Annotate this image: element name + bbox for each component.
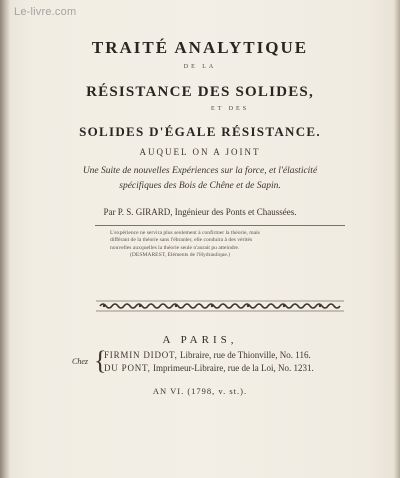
imprint-date: AN VI. (1798, v. st.). xyxy=(152,386,248,396)
publisher-1-address: Libraire, rue de Thionville, No. 116. xyxy=(179,350,311,360)
imprint-chez: Chez xyxy=(72,357,88,366)
epigraph-line: différant de la théorie sans l'ébranler, elle conduira à des vérités xyxy=(110,237,253,244)
subtitle-line-1: Une Suite de nouvelles Expériences sur la force, et l'élasticité xyxy=(82,166,318,176)
title-connector-de-la: DE LA xyxy=(183,64,217,70)
publisher-1-name: FIRMIN DIDOT, xyxy=(104,350,178,360)
title-subject-1: RÉSISTANCE DES SOLIDES, xyxy=(86,84,314,100)
publisher-2 xyxy=(104,363,314,373)
book-spine-edge xyxy=(0,0,10,478)
page-right-edge xyxy=(394,0,400,478)
author-line: Par P. S. GIRARD, Ingénieur des Ponts et Chaussées. xyxy=(103,207,297,217)
watermark-text: Le-livre.com xyxy=(14,6,77,18)
publisher-2-address: Imprimeur-Libraire, rue de la Loi, No. 1231. xyxy=(152,363,314,373)
publisher-1 xyxy=(104,350,311,360)
epigraph-line: L'expérience ne servira plus seulement à confirmer la théorie, mais xyxy=(110,230,260,236)
epigraph-rule xyxy=(95,225,345,226)
epigraph xyxy=(110,230,335,259)
title-connector-et-des: ET DES xyxy=(210,106,250,112)
title-auquel: AUQUEL ON A JOINT xyxy=(139,147,261,157)
title-main: TRAITÉ ANALYTIQUE xyxy=(91,38,309,57)
subtitle-line-2: spécifiques des Bois de Chêne et de Sapin. xyxy=(119,181,281,191)
title-subject-2: SOLIDES D'ÉGALE RÉSISTANCE. xyxy=(79,124,321,139)
imprint-brace: { xyxy=(94,346,107,375)
epigraph-line: nouvelles auxquelles la théorie seule n'aurait pu atteindre. xyxy=(110,244,240,251)
imprint-city: A PARIS, xyxy=(162,334,238,346)
decorative-ornament-band xyxy=(96,300,344,312)
publisher-2-name: DU PONT, xyxy=(104,363,151,373)
epigraph-source: (DESMAREST, Éléments de l'Hydraulique.) xyxy=(130,251,231,258)
